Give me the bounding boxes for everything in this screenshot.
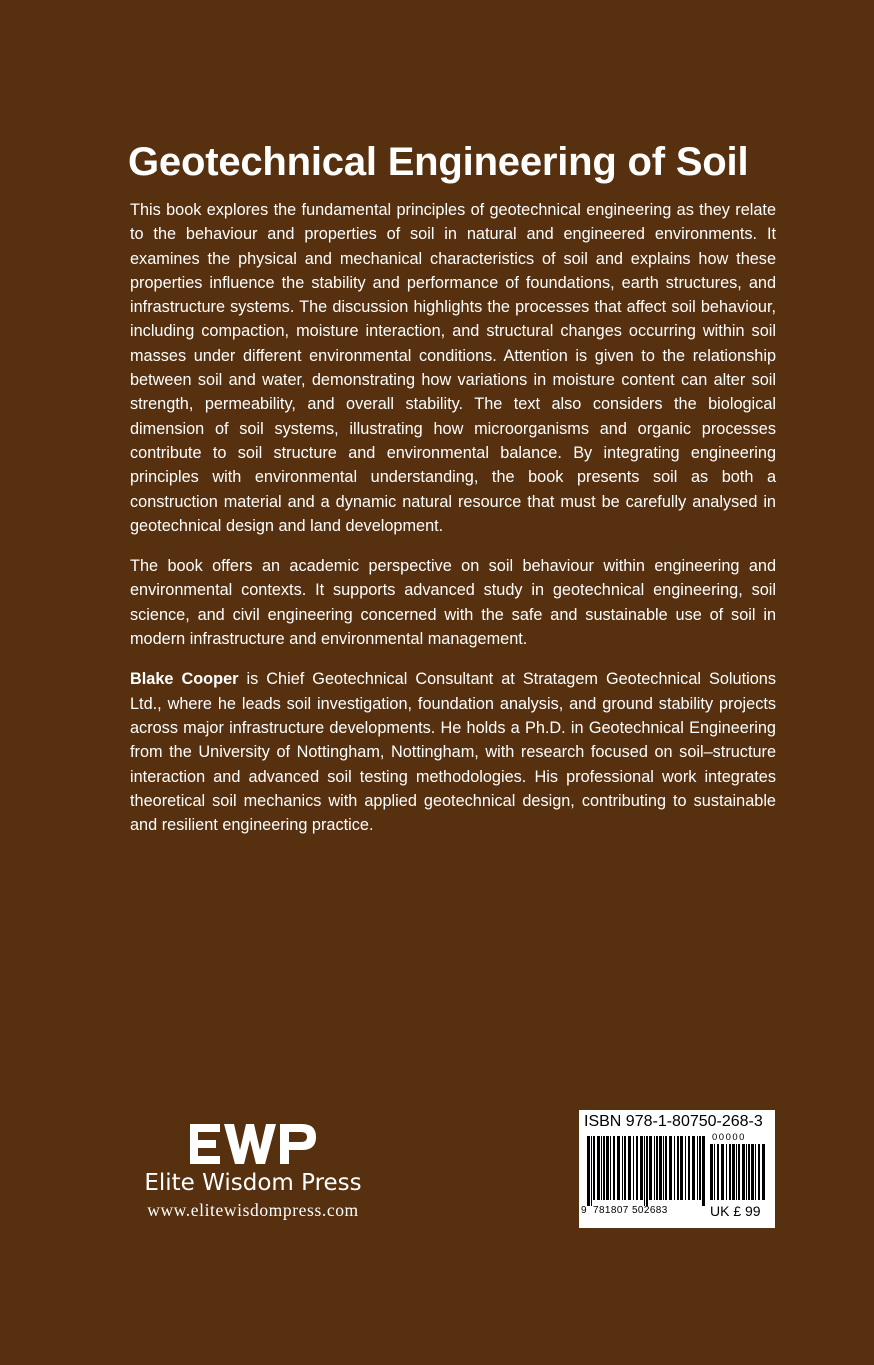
publisher-logo [118, 1122, 388, 1222]
barcode-bar [726, 1144, 727, 1200]
barcode-bar [717, 1144, 719, 1200]
barcode-bar [732, 1144, 735, 1200]
barcode-bar [736, 1144, 737, 1200]
barcode-bar [656, 1136, 658, 1200]
barcode-bar [748, 1144, 750, 1200]
publisher-url: www.elitewisdompress.com [147, 1200, 359, 1220]
blurb [130, 198, 776, 853]
barcode-bar [669, 1136, 672, 1200]
barcode-bar [742, 1144, 745, 1200]
barcode-bar [758, 1144, 760, 1200]
publisher-name: Elite Wisdom Press [144, 1170, 362, 1196]
barcode-bar [622, 1136, 623, 1200]
barcode-bar [680, 1136, 683, 1200]
ewp-logo-icon [188, 1122, 318, 1166]
book-title: Geotechnical Engineering of Soil [128, 140, 749, 184]
barcode-bar [633, 1136, 634, 1200]
barcode-bar [646, 1136, 648, 1206]
barcode-bars-main [587, 1136, 705, 1206]
description-paragraph-1: This book explores the fundamental principles of geotechnical engineering as they relate to the behaviour and properties of soil in natural and engineered environments. It examines the physical and mechanical characteristics of soil and explains how these properties influence the stability and performance of foundations, earth structures, and infrastructure systems. The discussion highlights the processes that affect soil behaviour, including compaction, moisture interaction, and structural changes occurring within soil masses under different environmental conditions. Attention is given to the relationship between soil and water, demonstrating how variations in moisture content can alter soil strength, permeability, and overall stability. The text also considers the biological dimension of soil systems, illustrating how microorganisms and organic processes contribute to soil structure and environmental balance. By integrating engineering principles with environmental understanding, the book presents soil as both a construction material and a dynamic natural resource that must be carefully analysed in geotechnical design and land development. [130, 201, 776, 535]
barcode-bar [697, 1136, 698, 1200]
barcode-bar [591, 1136, 592, 1206]
barcode-bar [617, 1136, 620, 1200]
isbn-number: ISBN 978-1-80750-268-3 [584, 1113, 763, 1130]
barcode-digits: 781807 502683 [593, 1205, 668, 1216]
barcode-bar [597, 1136, 600, 1200]
barcode-addon-code: 00000 [712, 1132, 746, 1143]
barcode-bar [729, 1144, 731, 1200]
author-bio: is Chief Geotechnical Consultant at Stratagem Geotechnical Solutions Ltd., where he leads soil investigation, foundation analysis, and ground stability projects across major infrastructure developments. He holds a Ph.D. in Geotechnical Engineering from the University of Nottingham, Nottingham, with research focused on soil–structure interaction and advanced soil testing methodologies. His professional work integrates theoretical soil mechanics with applied geotechnical design, contributing to sustainable and resilient engineering practice. [130, 670, 776, 835]
author-name: Blake Cooper [130, 670, 239, 689]
barcode-bar [636, 1136, 638, 1200]
barcode-bar [628, 1136, 631, 1200]
barcode-bars-addon [710, 1144, 768, 1202]
barcode-bar [699, 1136, 701, 1200]
barcode-bar [714, 1144, 715, 1200]
barcode-bar [603, 1136, 605, 1200]
barcode-bar [710, 1144, 713, 1200]
barcode-bar [613, 1136, 615, 1200]
isbn-barcode [579, 1110, 775, 1228]
barcode-bar [654, 1136, 655, 1200]
barcode-bar [751, 1144, 754, 1200]
barcode-bar [659, 1136, 662, 1200]
price-label: UK £ 99 [710, 1203, 761, 1219]
author-bio-paragraph [130, 667, 776, 837]
barcode-bar [610, 1136, 611, 1200]
barcode-bar [755, 1144, 756, 1200]
barcode-bar [665, 1136, 667, 1200]
barcode-bar [624, 1136, 626, 1200]
barcode-bar [692, 1136, 695, 1200]
barcode-bar [640, 1136, 643, 1200]
barcode-bar [601, 1136, 602, 1200]
barcode-bar [649, 1136, 652, 1200]
barcode-first-digit: 9 [581, 1205, 587, 1216]
barcode-bar [762, 1144, 765, 1200]
barcode-bar [677, 1136, 679, 1200]
barcode-bar [721, 1144, 724, 1200]
barcode-bar [685, 1136, 686, 1200]
description-paragraph-2: The book offers an academic perspective on soil behaviour within engineering and environmental contexts. It supports advanced study in geotechnical engineering, soil science, and civil engineering concerned with the safe and sustainable use of soil in modern infrastructure and environmental management. [130, 557, 776, 649]
barcode-bar [587, 1136, 590, 1206]
barcode-bar [644, 1136, 645, 1206]
barcode-bar [674, 1136, 675, 1200]
barcode-bar [738, 1144, 740, 1200]
barcode-bar [746, 1144, 747, 1200]
barcode-bar [663, 1136, 664, 1200]
barcode-bar [688, 1136, 690, 1200]
barcode-bar [702, 1136, 705, 1206]
barcode-bar [606, 1136, 609, 1200]
barcode-bar [593, 1136, 595, 1200]
